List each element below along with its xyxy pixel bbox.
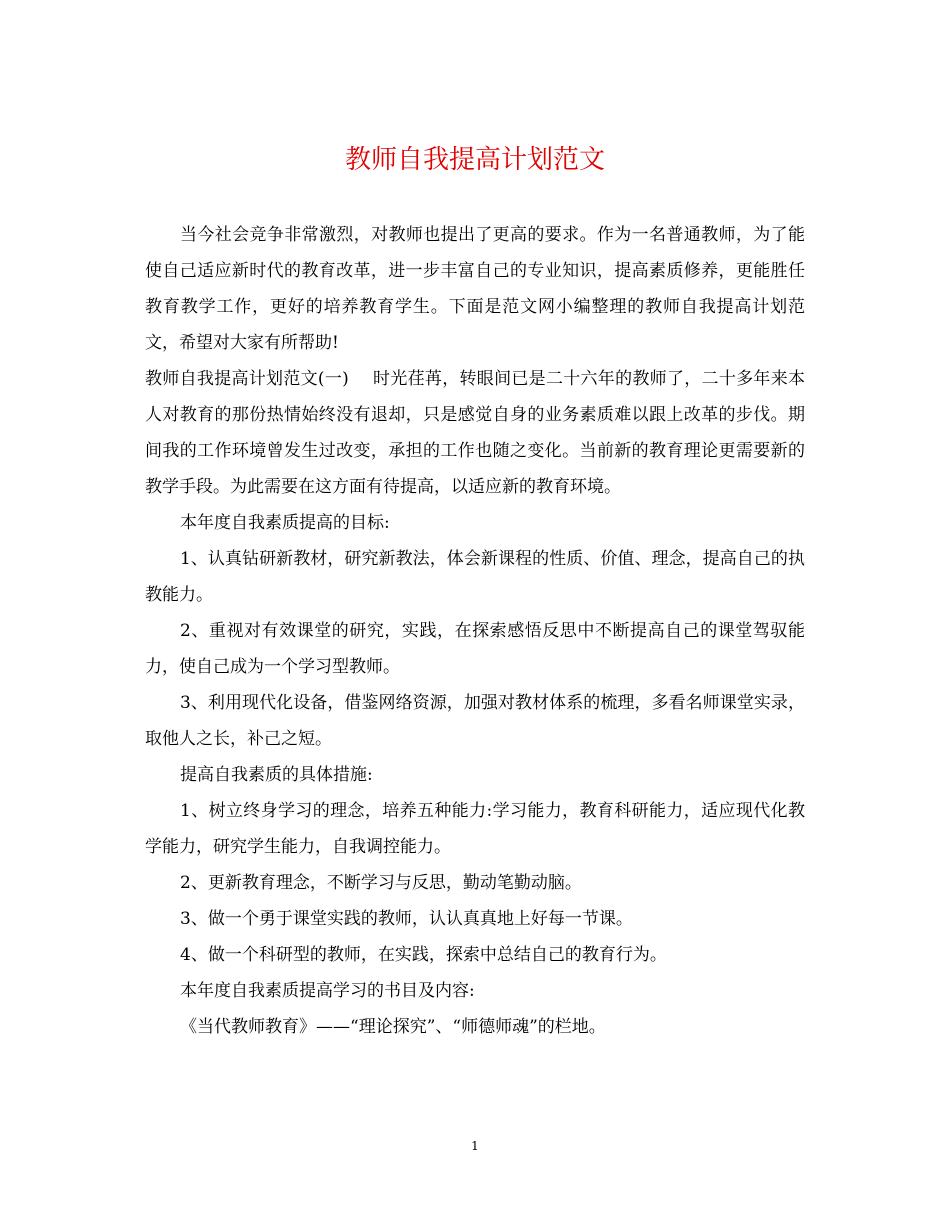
measure-item: 2、更新教育理念，不断学习与反思，勤动笔勤动脑。 xyxy=(180,873,582,893)
goals-heading: 本年度自我素质提高的目标: xyxy=(180,513,390,533)
section1-text: 时光荏苒，转眼间已是二十六年的教师了，二十多年来本人对教育的那份热情始终没有退却，只是感觉自身的业务素质难以跟上改革的步伐。期间我的工作环境曾发生过改变，承担的工作也随之变化。当前新的教育理论更需要新的教学手段。为此需要在这方面有待提高，以适应新的教育环境。 xyxy=(145,369,806,497)
section1-paragraph xyxy=(145,361,805,505)
books-heading: 本年度自我素质提高学习的书目及内容: xyxy=(180,981,475,1001)
book-item: 《当代教师教育》——“理论探究”、“师德师魂”的栏地。 xyxy=(180,1017,606,1037)
goal-item: 1、认真钻研新教材，研究新教法，体会新课程的性质、价值、理念，提高自己的执教能力。 xyxy=(145,549,805,605)
page-number: 1 xyxy=(471,1139,479,1153)
measure-item: 3、做一个勇于课堂实践的教师，认认真真地上好每一节课。 xyxy=(180,909,633,929)
goal-item: 2、重视对有效课堂的研究，实践，在探索感悟反思中不断提高自己的课堂驾驭能力，使自己成为一个学习型教师。 xyxy=(145,621,805,677)
goal-item: 3、利用现代化设备，借鉴网络资源，加强对教材体系的梳理，多看名师课堂实录，取他人之长，补己之短。 xyxy=(145,693,805,749)
measure-item: 4、做一个科研型的教师，在实践，探索中总结自己的教育行为。 xyxy=(180,945,667,965)
measure-item: 1、树立终身学习的理念，培养五种能力:学习能力，教育科研能力，适应现代化教学能力，研究学生能力，自我调控能力。 xyxy=(145,801,805,857)
measures-heading: 提高自我素质的具体措施: xyxy=(180,765,373,785)
document-body xyxy=(145,217,805,1045)
intro-paragraph: 当今社会竞争非常激烈，对教师也提出了更高的要求。作为一名普通教师，为了能使自己适应新时代的教育改革，进一步丰富自己的专业知识，提高素质修养，更能胜任教育教学工作，更好的培养教育学生。下面是范文网小编整理的教师自我提高计划范文，希望对大家有所帮助! xyxy=(145,225,805,353)
document-title: 教师自我提高计划范文 xyxy=(344,145,605,175)
section1-heading: 教师自我提高计划范文(一) xyxy=(145,369,349,389)
